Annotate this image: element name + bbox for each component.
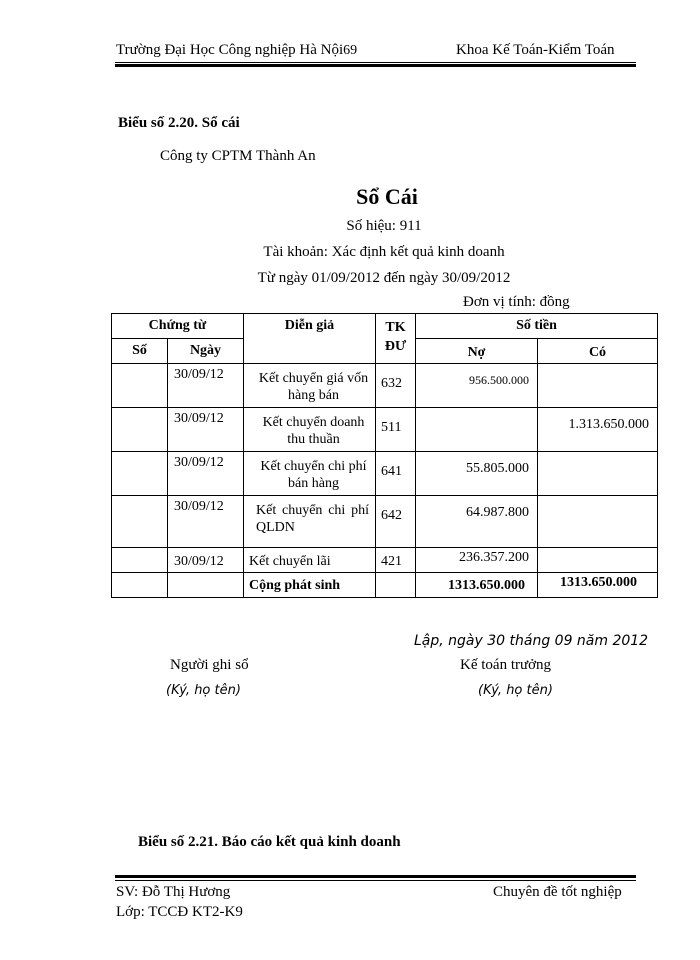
col-tk	[376, 314, 416, 364]
row-tk: 642	[376, 496, 416, 548]
sign-left-title: Người ghi sổ	[170, 657, 249, 673]
row-debit: 64.987.800	[416, 496, 538, 548]
col-tk-line1: TK	[385, 320, 406, 335]
total-number	[112, 573, 168, 598]
row-description: Kết chuyển giá vốn hàng bán	[244, 364, 376, 408]
footer-rule-thin	[115, 880, 636, 881]
row-credit	[538, 364, 658, 408]
account-number: Số hiệu: 911	[346, 218, 422, 234]
total-label: Cộng phát sinh	[244, 573, 376, 598]
row-debit: 236.357.200	[416, 548, 538, 573]
col-tk-line2: ĐƯ	[384, 339, 407, 354]
next-section-title: Biểu số 2.21. Báo cáo kết quả kinh doanh	[138, 834, 401, 850]
footer-student: SV: Đỗ Thị Hương	[116, 884, 231, 900]
col-number: Số	[112, 339, 168, 364]
footer-class: Lớp: TCCĐ KT2-K9	[116, 904, 243, 920]
header-school-name: Trường Đại Học Công nghiệp Hà Nội	[116, 42, 344, 58]
row-credit	[538, 496, 658, 548]
total-credit: 1313.650.000	[538, 573, 658, 598]
table-row	[112, 408, 658, 452]
header-page-number: 69	[343, 43, 358, 58]
unit-label: Đơn vị tính: đồng	[463, 294, 570, 310]
row-credit: 1.313.650.000	[538, 408, 658, 452]
total-tk	[376, 573, 416, 598]
footer-rule-thick	[115, 875, 636, 878]
row-number	[112, 548, 168, 573]
row-date: 30/09/12	[168, 452, 244, 496]
company-name: Công ty CPTM Thành An	[160, 148, 316, 164]
row-tk: 632	[376, 364, 416, 408]
row-date: 30/09/12	[168, 408, 244, 452]
row-number	[112, 496, 168, 548]
table-row	[112, 364, 658, 408]
row-number	[112, 408, 168, 452]
table-row	[112, 548, 658, 573]
row-date: 30/09/12	[168, 548, 244, 573]
header-rule-thin	[115, 62, 636, 63]
sign-right-note: (Ký, họ tên)	[478, 683, 553, 698]
col-debit: Nợ	[416, 339, 538, 364]
footer-right: Chuyên đề tốt nghiệp	[493, 884, 622, 900]
table-total-row	[112, 573, 658, 598]
row-debit: 956.500.000	[416, 364, 538, 408]
section-title: Biểu số 2.20. Sổ cái	[118, 115, 240, 131]
row-debit: 55.805.000	[416, 452, 538, 496]
row-number	[112, 364, 168, 408]
header-rule-thick	[115, 64, 636, 67]
sign-right-title: Kế toán trưởng	[460, 657, 552, 673]
col-amount: Số tiền	[416, 314, 658, 339]
row-credit	[538, 452, 658, 496]
sign-left-note: (Ký, họ tên)	[166, 683, 241, 698]
row-description: Kết chuyển chi phí bán hàng	[244, 452, 376, 496]
row-description: Kết chuyển chi phí QLDN	[244, 496, 376, 548]
table-row	[112, 496, 658, 548]
col-date: Ngày	[168, 339, 244, 364]
row-date: 30/09/12	[168, 496, 244, 548]
row-description: Kết chuyển lãi	[244, 548, 376, 573]
row-date: 30/09/12	[168, 364, 244, 408]
row-tk: 641	[376, 452, 416, 496]
period: Từ ngày 01/09/2012 đến ngày 30/09/2012	[257, 270, 511, 286]
row-credit	[538, 548, 658, 573]
ledger-table	[111, 313, 658, 598]
col-credit: Có	[538, 339, 658, 364]
row-tk: 511	[376, 408, 416, 452]
account-name: Tài khoản: Xác định kết quả kinh doanh	[263, 244, 505, 260]
table-row	[112, 452, 658, 496]
row-description: Kết chuyển doanh thu thuần	[244, 408, 376, 452]
row-debit	[416, 408, 538, 452]
col-description: Diễn giả	[244, 314, 376, 364]
row-number	[112, 452, 168, 496]
total-debit: 1313.650.000	[416, 573, 538, 598]
header-faculty: Khoa Kế Toán-Kiểm Toán	[456, 42, 615, 58]
total-date	[168, 573, 244, 598]
col-voucher: Chứng từ	[112, 314, 244, 339]
header-school	[116, 42, 357, 59]
sign-date-line: Lập, ngày 30 tháng 09 năm 2012	[414, 633, 649, 649]
row-tk: 421	[376, 548, 416, 573]
doc-title: Sổ Cái	[356, 184, 418, 209]
